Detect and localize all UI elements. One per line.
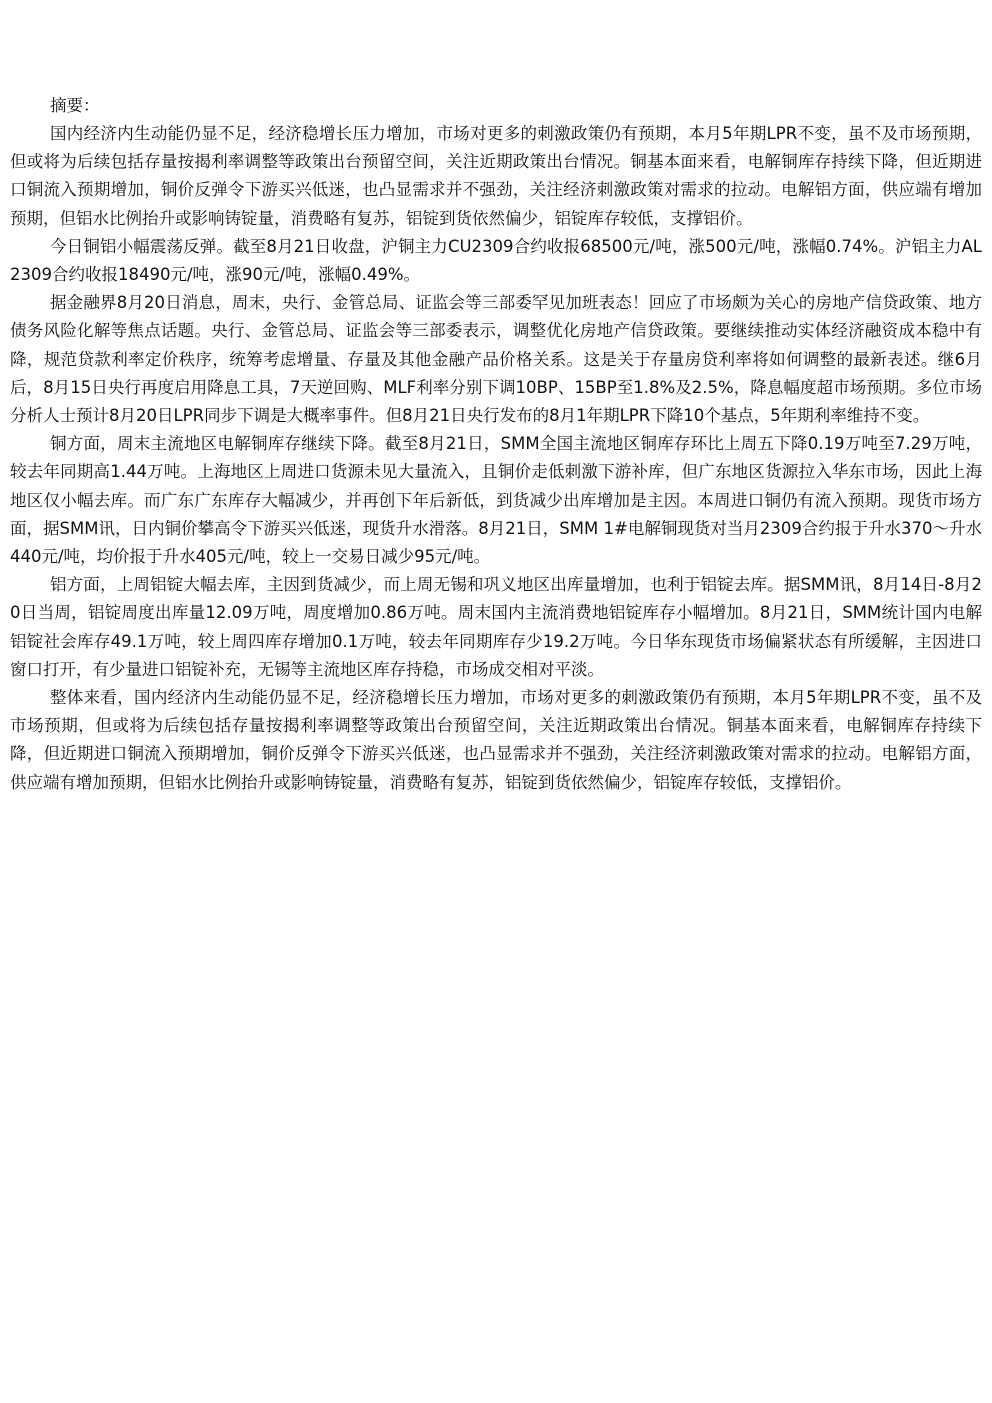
paragraph-overview: 国内经济内生动能仍显不足，经济稳增长压力增加，市场对更多的刺激政策仍有预期，本月5年期LPR不变，虽不及市场预期，但或将为后续包括存量按揭利率调整等政策出台预留空间，关注近期政策出台情况。铜基本面来看，电解铜库存持续下降，但近期进口铜流入预期增加，铜价反弹令下游买兴低迷，也凸显需求并不强劲，关注经济刺激政策对需求的拉动。电解铝方面，供应端有增加预期，但铝水比例抬升或影响铸锭量，消费略有复苏，铝锭到货依然偏少，铝锭库存较低，支撑铝价。 xyxy=(10,124,982,228)
paragraph-policy-news: 据金融界8月20日消息，周末，央行、金管总局、证监会等三部委罕见加班表态！回应了市场颇为关心的房地产信贷政策、地方债务风险化解等焦点话题。央行、金管总局、证监会等三部委表示，调整优化房地产信贷政策。要继续推动实体经济融资成本稳中有降，规范贷款利率定价秩序，统筹考虑增量、存量及其他金融产品价格关系。这是关于存量房贷利率将如何调整的最新表述。继6月后，8月15日央行再度启用降息工具，7天逆回购、MLF利率分别下调10BP、15BP至1.8%及2.5%，降息幅度超市场预期。多位市场分析人士预计8月20日LPR同步下调是大概率事件。但8月21日央行发布的8月1年期LPR下降10个基点，5年期利率维持不变。 xyxy=(10,293,982,426)
paragraph-market-close: 今日铜铝小幅震荡反弹。截至8月21日收盘，沪铜主力CU2309合约收报68500元/吨，涨500元/吨，涨幅0.74%。沪铝主力AL2309合约收报18490元/吨，涨90元/吨，涨幅0.49%。 xyxy=(10,236,982,285)
paragraph-copper: 铜方面，周末主流地区电解铜库存继续下降。截至8月21日，SMM全国主流地区铜库存环比上周五下降0.19万吨至7.29万吨，较去年同期高1.44万吨。上海地区上周进口货源未见大量流入，且铜价走低刺激下游补库，但广东地区货源拉入华东市场，因此上海地区仅小幅去库。而广东广东库存大幅减少，并再创下年后新低，到货减少出库增加是主因。本周进口铜仍有流入预期。现货市场方面，据SMM讯，日内铜价攀高令下游买兴低迷，现货升水滑落。8月21日，SMM 1#电解铜现货对当月2309合约报于升水370～升水440元/吨，均价报于升水405元/吨，较上一交易日减少95元/吨。 xyxy=(10,434,982,567)
summary-heading: 摘要： xyxy=(50,96,100,115)
document-body xyxy=(10,92,982,797)
paragraph-conclusion: 整体来看，国内经济内生动能仍显不足，经济稳增长压力增加，市场对更多的刺激政策仍有预期，本月5年期LPR不变，虽不及市场预期，但或将为后续包括存量按揭利率调整等政策出台预留空间，关注近期政策出台情况。铜基本面来看，电解铜库存持续下降，但近期进口铜流入预期增加，铜价反弹令下游买兴低迷，也凸显需求并不强劲，关注经济刺激政策对需求的拉动。电解铝方面，供应端有增加预期，但铝水比例抬升或影响铸锭量，消费略有复苏，铝锭到货依然偏少，铝锭库存较低，支撑铝价。 xyxy=(10,688,982,792)
paragraph-aluminum: 铝方面，上周铝锭大幅去库，主因到货减少，而上周无锡和巩义地区出库量增加，也利于铝锭去库。据SMM讯，8月14日-8月20日当周，铝锭周度出库量12.09万吨，周度增加0.86万吨。周末国内主流消费地铝锭库存小幅增加。8月21日，SMM统计国内电解铝锭社会库存49.1万吨，较上周四库存增加0.1万吨，较去年同期库存少19.2万吨。今日华东现货市场偏紧状态有所缓解，主因进口窗口打开，有少量进口铝锭补充，无锡等主流地区库存持稳，市场成交相对平淡。 xyxy=(10,575,982,679)
